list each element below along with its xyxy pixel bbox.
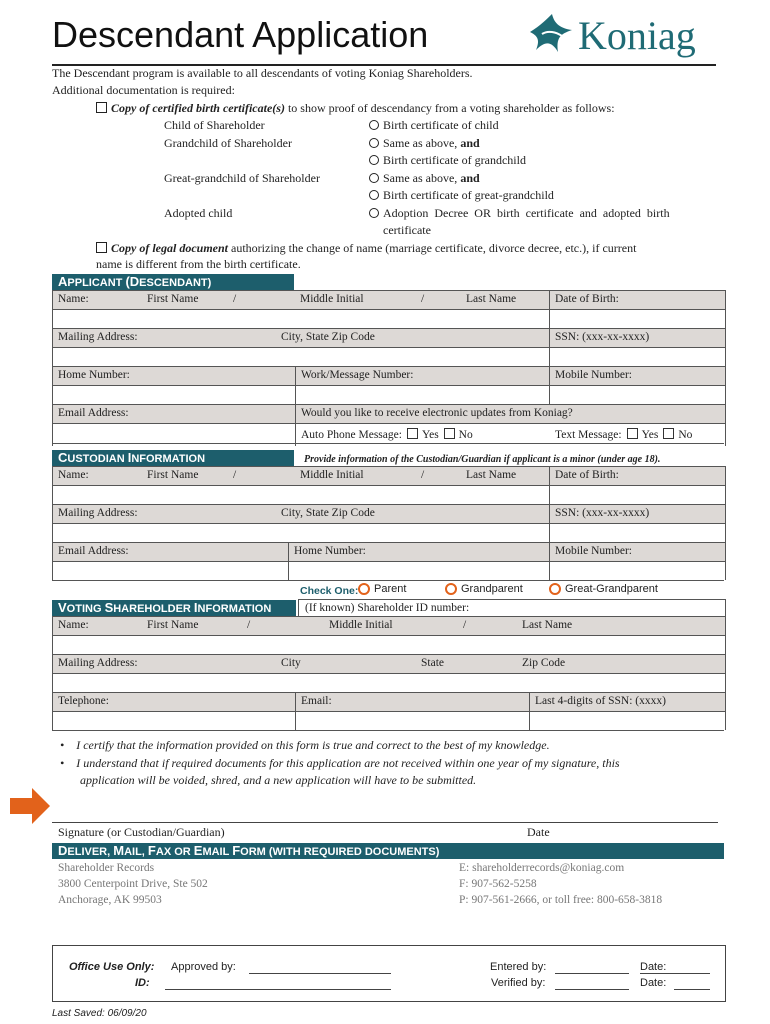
verified-by-line[interactable] [555,989,629,990]
applicant-phone-label-row: Home Number: Work/Message Number: Mobile Number: [53,366,725,385]
voting-shareholder-section-header: VOTING SHAREHOLDER INFORMATION [52,600,296,616]
star-bird-logo-icon [528,12,576,60]
relation-great-grandchild: Great-grandchild of Shareholder [164,171,320,185]
applicant-address-label-row: Mailing Address: City, State Zip Code SSN: (xxx-xx-xxxx) [53,328,725,347]
certify-bullet-2: • I understand that if required documents for this application are not received within one year of my signature, this [60,756,620,770]
check-one-label: Check One: [300,585,359,597]
voting-contact-input-row[interactable] [53,711,725,730]
grandparent-radio[interactable] [445,583,457,595]
parent-option[interactable]: Parent [358,582,406,597]
doc-adopted-1: Adoption Decree OR birth certificate and adopted birth [369,206,670,221]
great-grandparent-option[interactable]: Great-Grandparent [549,582,658,597]
applicant-email-label-row: Email Address: Would you like to receive electronic updates from Koniag? [53,404,725,423]
birth-cert-checkbox[interactable] [96,102,107,113]
certify-bullet-1: • I certify that the information provided on this form is true and correct to the best of my knowledge. [60,738,550,752]
shareholder-id-field[interactable]: (If known) Shareholder ID number: [298,599,726,617]
voting-name-input-row[interactable] [53,635,725,654]
contact-phone: P: 907-561-2666, or toll free: 800-658-3818 [459,894,663,906]
custodian-note: Provide information of the Custodian/Guardian if applicant is a minor (under age 18). [304,454,661,465]
auto-phone-yes-checkbox[interactable] [407,428,418,439]
doc-great-grandchild-2: Birth certificate of great-grandchild [369,188,554,203]
custodian-address-input-row[interactable] [53,523,725,542]
voting-address-label-row: Mailing Address: City State Zip Code [53,654,725,673]
intro-line-1: The Descendant program is available to all descendants of voting Koniag Shareholders. [52,66,473,80]
relation-grandchild: Grandchild of Shareholder [164,136,292,150]
custodian-name-input-row[interactable] [53,485,725,504]
intro-line-2: Additional documentation is required: [52,83,235,97]
date-label: Date [527,825,550,839]
legal-doc-line-2: name is different from the birth certificate. [96,257,301,271]
custodian-address-label-row: Mailing Address: City, State Zip Code SSN: (xxx-xx-xxxx) [53,504,725,523]
signature-label: Signature (or Custodian/Guardian) [58,825,225,839]
certify-bullet-2-cont: application will be voided, shred, and a new application will have to be submitted. [80,773,477,787]
custodian-grid [52,466,726,580]
auto-phone-option: Auto Phone Message: Yes No [301,429,473,441]
custodian-name-label-row: Name: First Name / Middle Initial / Last Name Date of Birth: [53,466,725,485]
office-id-line[interactable] [165,989,391,990]
deliver-section-header: DELIVER, MAIL, FAX OR EMAIL FORM (WITH REQUIRED DOCUMENTS) [52,843,724,859]
custodian-grid-bottom [52,580,724,581]
entered-date-line[interactable] [640,973,710,974]
relation-child: Child of Shareholder [164,118,265,132]
address-line-3: Anchorage, AK 99503 [58,894,162,906]
grandparent-option[interactable]: Grandparent [445,582,523,597]
approved-by-label: Approved by: [171,961,236,973]
verified-by-label: Verified by: [491,977,546,989]
text-message-option: Text Message: Yes No [555,429,693,441]
doc-child: Birth certificate of child [369,118,499,133]
office-use-label: Office Use Only: [69,961,155,973]
entered-by-label: Entered by: [490,961,547,973]
applicant-grid-bottom [52,443,724,444]
address-line-2: 3800 Centerpoint Drive, Ste 502 [58,878,208,890]
voting-name-label-row: Name: First Name / Middle Initial / Last Name [53,616,725,635]
parent-radio[interactable] [358,583,370,595]
applicant-address-input-row[interactable] [53,347,725,366]
auto-phone-no-checkbox[interactable] [444,428,455,439]
relation-adopted: Adopted child [164,206,233,220]
applicant-name-label-row: Name: First Name / Middle Initial / Last Name Date of Birth: [53,290,725,309]
custodian-contact-label-row: Email Address: Home Number: Mobile Number: [53,542,725,561]
custodian-section-header: CUSTODIAN INFORMATION [52,450,294,466]
applicant-phone-input-row[interactable] [53,385,725,404]
applicant-grid [52,290,726,446]
text-message-yes-checkbox[interactable] [627,428,638,439]
page-title: Descendant Application [52,14,429,55]
office-use-box [52,945,726,1002]
last-saved: Last Saved: 06/09/20 [52,1008,147,1019]
legal-doc-checkbox[interactable] [96,242,107,253]
applicant-name-input-row[interactable] [53,309,725,328]
voting-address-input-row[interactable] [53,673,725,692]
doc-grandchild-1: Same as above, and [369,136,480,151]
verified-date-line[interactable] [674,989,710,990]
great-grandparent-radio[interactable] [549,583,561,595]
doc-grandchild-2: Birth certificate of grandchild [369,153,526,168]
voting-grid-bottom [52,730,724,731]
koniag-logo [528,10,723,62]
text-message-no-checkbox[interactable] [663,428,674,439]
legal-doc-requirement: Copy of legal document authorizing the change of name (marriage certificate, divorce decree, etc.), if current [96,241,636,256]
custodian-contact-input-row[interactable] [53,561,725,580]
approved-by-line[interactable] [249,973,391,974]
voting-contact-label-row: Telephone: Email: Last 4-digits of SSN: (xxxx) [53,692,725,711]
doc-great-grandchild-1: Same as above, and [369,171,480,186]
office-id-label: ID: [135,977,150,989]
entered-date-label: Date: [640,961,667,973]
address-line-1: Shareholder Records [58,862,155,874]
doc-adopted-2: certificate [383,223,431,237]
contact-email[interactable]: E: shareholderrecords@koniag.com [459,862,625,874]
contact-fax: F: 907-562-5258 [459,878,537,890]
sign-here-arrow-icon [10,788,50,824]
applicant-section-header: APPLICANT (DESCENDANT) [52,274,294,290]
logo-wordmark: Koniag [578,13,696,58]
signature-line[interactable] [52,822,718,823]
birth-cert-requirement: Copy of certified birth certificate(s) to show proof of descendancy from a voting shareholder as follows: [96,101,615,116]
entered-by-line[interactable] [555,973,629,974]
voting-grid [52,616,726,730]
verified-date-label: Date: [640,977,667,989]
